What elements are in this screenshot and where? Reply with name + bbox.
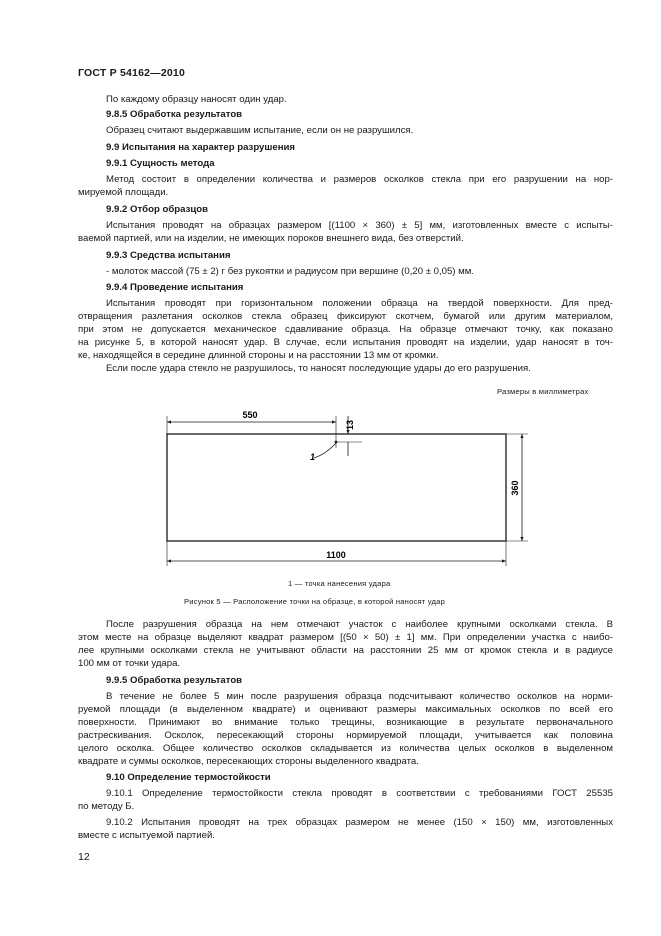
paragraph-line: лее крупными осколками стекла не учитывают области на расстоянии 25 мм от кромок стекла и в радиусе — [78, 645, 613, 656]
units-note: Размеры в миллиметрах — [497, 387, 589, 396]
page-number: 12 — [78, 851, 90, 863]
paragraph-line: по методу Б. — [78, 801, 135, 812]
paragraph-line: Если после удара стекло не разрушилось, то наносят последующие удары до его разрушения. — [106, 363, 531, 374]
section-heading-9-9-4: 9.9.4 Проведение испытания — [106, 282, 244, 293]
section-heading-9-9: 9.9 Испытания на характер разрушения — [106, 142, 296, 153]
section-heading-9-9-2: 9.9.2 Отбор образцов — [106, 204, 208, 215]
leader-label: 1 — [310, 452, 316, 462]
paragraph-line: целого осколка. Общее количество осколков складывается из количества целых осколков в выделенном — [78, 743, 613, 754]
leader-line — [314, 443, 336, 458]
paragraph-line: ваемой партией, или на изделии, не имеющих пороков внешнего вида, без отверстий. — [78, 233, 464, 244]
dim-label-360: 360 — [510, 480, 520, 496]
paragraph-line: В течение не более 5 мин после разрушения образца подсчитывают количество осколков на норми- — [106, 691, 613, 702]
specimen-rectangle — [167, 434, 506, 541]
paragraph-line: отвращения разлетания осколков стекла образец фиксируют скотчем, бумагой или другим материалом, — [78, 311, 613, 322]
paragraph-line: Метод состоит в определении количества и размеров осколков стекла при его разрушении на нор- — [106, 174, 613, 185]
paragraph-line: этом месте на образце выделяют квадрат размером [(50 × 50) ± 1] мм. При определении участка с наибо- — [78, 632, 613, 643]
paragraph-line: поверхности. Принимают во внимание только трещины, возникающие в результате первоначального — [78, 717, 613, 728]
paragraph-line: ке, находящейся в середине длинной стороны и на расстоянии 13 мм от кромки. — [78, 350, 439, 361]
paragraph-line: квадрате и суммы осколков, пересекающих стороны выделенного квадрата. — [78, 756, 419, 767]
section-heading-9-9-5: 9.9.5 Обработка результатов — [106, 675, 243, 686]
dim-label-13: 13 — [345, 419, 355, 431]
paragraph-line: 9.10.2 Испытания проводят на трех образцах размером не менее (150 × 150) мм, изготовленных — [106, 817, 613, 828]
paragraph-line: при этом не допускается механическое сдавливание образца. На образце отмечают точку, как показано — [78, 324, 613, 335]
figure-caption: Рисунок 5 — Расположение точки на образце, в которой наносят удар — [184, 597, 446, 606]
paragraph-line: После разрушения образца на нем отмечают участок с наиболее крупными осколками стекла. В — [106, 619, 613, 630]
list-item: - молоток массой (75 ± 2) г без рукоятки и радиусом при вершине (0,20 ± 0,05) мм. — [106, 266, 475, 277]
paragraph-line: вместе с испытуемой партией. — [78, 830, 215, 841]
dim-label-1100: 1100 — [326, 550, 346, 560]
paragraph-line: 9.10.1 Определение термостойкости стекла проводят в соответствии с требованиями ГОСТ 25535 — [106, 788, 613, 799]
document-header: ГОСТ Р 54162—2010 — [78, 67, 186, 79]
paragraph-line: 100 мм от точки удара. — [78, 658, 181, 669]
section-heading-9-10: 9.10 Определение термостойкости — [106, 772, 271, 783]
figure-5-drawing — [150, 398, 540, 576]
dim-label-550: 550 — [242, 410, 258, 420]
paragraph-line: растрескивания. Осколок, пересекающий стороны нормируемой площади, учитывается как половина — [78, 730, 613, 741]
impact-point — [335, 441, 338, 444]
paragraph-line: на рисунке 5, в которой наносят удар. В случае, если испытания проводят на изделии, удар наносят в точ- — [78, 337, 613, 348]
paragraph-line: руемой площади (в выделенном квадрате) и оценивают размеры максимальных осколков по всей его — [78, 704, 613, 715]
section-heading-9-8-5: 9.8.5 Обработка результатов — [106, 109, 243, 120]
paragraph-line: мируемой площади. — [78, 187, 169, 198]
section-heading-9-9-1: 9.9.1 Сущность метода — [106, 158, 215, 169]
paragraph-line: По каждому образцу наносят один удар. — [106, 94, 287, 105]
section-heading-9-9-3: 9.9.3 Средства испытания — [106, 250, 231, 261]
figure-legend: 1 — точка нанесения удара — [288, 579, 391, 588]
paragraph-line: Испытания проводят на образцах размером [(1100 × 360) ± 5] мм, изготовленных вместе с испыты- — [106, 220, 613, 231]
paragraph-line: Образец считают выдержавшим испытание, если он не разрушился. — [106, 125, 414, 136]
paragraph-line: Испытания проводят при горизонтальном положении образца на твердой поверхности. Для пред- — [106, 298, 613, 309]
